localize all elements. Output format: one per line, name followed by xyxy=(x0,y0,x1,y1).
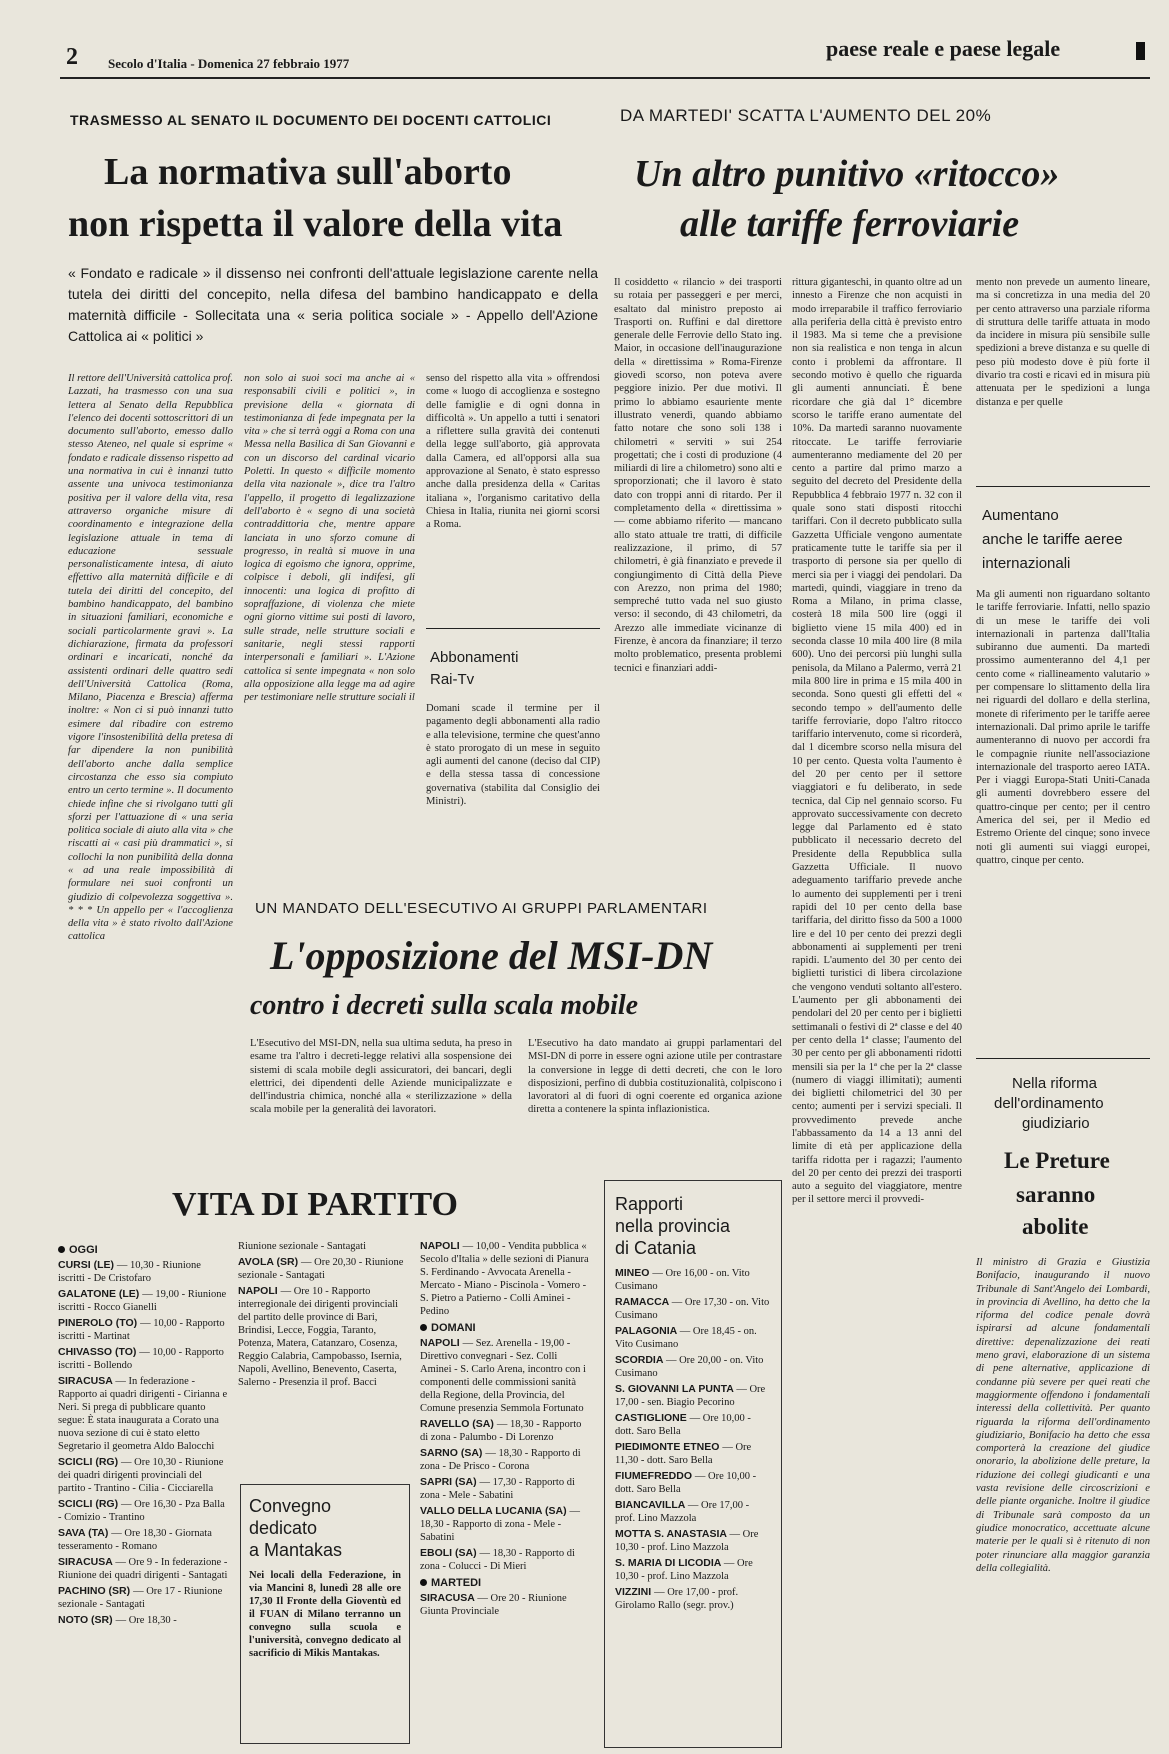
list-item-text: — 18,30 - Rapporto di zona - Mele - Sabatini xyxy=(420,1506,581,1543)
list-item-place: MOTTA S. ANASTASIA xyxy=(615,1528,730,1540)
list-item-place: S. GIOVANNI LA PUNTA xyxy=(615,1383,737,1395)
rai-text: Domani scade il termine per il pagamento degli abbonamenti alla radio e alla televisione, termine che quest'anno è stato prorogato di un mese in seguito agli aumenti del canone (deciso dal CIP) e della stessa tassa di concessione governativa (stabilita dal Consiglio dei Ministri). xyxy=(426,703,600,808)
list-item-text: — Ore 20,00 - on. Vito Cusimano xyxy=(615,1355,764,1379)
list-item-text: — 18,30 - Rapporto di zona - De Prisco - Corona xyxy=(420,1448,581,1472)
list-item-place: SIRACUSA xyxy=(58,1556,116,1568)
list-item xyxy=(420,1547,590,1573)
list-item-place: SAPRI (SA) xyxy=(420,1476,480,1488)
list-item xyxy=(615,1296,771,1322)
aerei-subtitle-1: Aumentano xyxy=(982,507,1059,524)
list-item-place: RAMACCA xyxy=(615,1296,672,1308)
article-ferrovie-kicker: DA MARTEDI' SCATTA L'AUMENTO DEL 20% xyxy=(620,106,992,125)
article-msi-col1: L'Esecutivo del MSI-DN, nella sua ultima seduta, ha preso in esame tra l'altro i decreti-legge relativi alla sospensione dei sistemi di scala mobile degli assicuratori, dei bancari, degli elettrici, dei dipendenti delle Aziende municipalizzate e dell'industria chimica, nonché alla « sterilizzazione » della scala mobile per la generalità dei lavoratori. xyxy=(250,1038,512,1116)
vita-col2-list xyxy=(238,1240,408,1389)
list-item-text: — Ore 18,30 - xyxy=(115,1615,177,1626)
list-item-place: EBOLI (SA) xyxy=(420,1547,480,1559)
list-item-place: CHIVASSO (TO) xyxy=(58,1346,140,1358)
list-item-text: — Ore 20,30 - Riunione sezionale - Santagati xyxy=(238,1257,404,1281)
list-item-text: — 18,30 - Rapporto di zona - Colucci - Di Mieri xyxy=(420,1548,575,1572)
list-item-place: S. MARIA DI LICODIA xyxy=(615,1557,724,1569)
section-marker xyxy=(1136,42,1145,60)
article-aborto-kicker: TRASMESSO AL SENATO IL DOCUMENTO DEI DOCENTI CATTOLICI xyxy=(70,112,552,128)
martedi-label-row xyxy=(420,1577,590,1589)
list-item xyxy=(615,1528,771,1554)
page-number: 2 xyxy=(66,44,78,70)
aerei-top-rule xyxy=(976,486,1150,487)
list-item-place: PACHINO (SR) xyxy=(58,1585,134,1597)
preture-title-3: abolite xyxy=(1022,1214,1089,1239)
list-item-text: — Ore 10,00 - dott. Saro Bella xyxy=(615,1413,751,1437)
domani-label: DOMANI xyxy=(431,1322,476,1334)
catania-box xyxy=(604,1180,782,1748)
list-item xyxy=(58,1614,228,1627)
list-item-text: — Ore 10,30 - prof. Lino Mazzola xyxy=(615,1529,759,1553)
oggi-list xyxy=(58,1259,228,1627)
vita-col3-list xyxy=(420,1240,590,1318)
rai-title-1: Abbonamenti xyxy=(430,649,519,666)
preture-kicker-3: giudiziario xyxy=(1022,1115,1090,1132)
list-item xyxy=(615,1267,771,1293)
list-item-place: CURSI (LE) xyxy=(58,1259,117,1271)
article-aborto-deck: « Fondato e radicale » il dissenso nei confronti dell'attuale legislazione carente nella tutela dei diritti del concepito, nella difesa del bambino handicappato e della maternità difficile - Sollecitata una « seria politica sociale » - Appello dell'Azione Cattolica ai « politici » xyxy=(68,265,598,344)
preture-kicker-2: dell'ordinamento xyxy=(994,1095,1104,1112)
list-item xyxy=(420,1505,590,1544)
catania-title-3: di Catania xyxy=(615,1238,697,1258)
convegno-title-3: a Mantakas xyxy=(249,1540,343,1560)
list-item xyxy=(420,1447,590,1473)
list-item-text: — Ore 18,30 - Giornata tesseramento - Romano xyxy=(58,1528,212,1552)
list-item-place: AVOLA (SR) xyxy=(238,1256,301,1268)
list-item-text: — Ore 9 - In federazione - Riunione dei quadri dirigenti - Santagati xyxy=(58,1557,228,1581)
list-item-text: — In federazione - Rapporto ai quadri dirigenti - Cirianna e Neri. Si prega di pubblicare quanto segue: È stata inaugurata a Corato una nuova sezione di cui è stato eletto Segretario il geometra Aldo Balocchi xyxy=(58,1376,228,1452)
list-item-text: — Ore 17 - Riunione sezionale - Santagati xyxy=(58,1586,223,1610)
list-item-place: NAPOLI xyxy=(238,1285,281,1297)
list-item xyxy=(58,1556,228,1582)
article-ferrovie-title-2: alle tariffe ferroviarie xyxy=(680,203,1020,245)
preture-title-2: saranno xyxy=(1016,1182,1096,1207)
list-item-text: — Ore 10,30 - Riunione dei quadri dirigenti provinciali del partito - Trantino - Cilia - Cicciarella xyxy=(58,1457,224,1494)
list-item-text: — Ore 16,00 - on. Vito Cusimano xyxy=(615,1268,750,1292)
list-item-text: — 19,00 - Riunione iscritti - Rocco Gianelli xyxy=(58,1289,227,1313)
list-item-place: VALLO DELLA LUCANIA (SA) xyxy=(420,1505,570,1517)
article-aborto-col3: senso del rispetto alla vita » offrendosi come « luogo di accoglienza e sostegno delle famiglie e di ogni donna in difficoltà ». Un appello a tutti i senatori a riflettere sulla gravità dei contenuti della legge sull'aborto, già approvata dalla Camera, ed all'opporsi alla sua approvazione al Senato, è stato espresso anche dalla presidenza della « Caritas italiana », l'organismo caritativo della Chiesa in Italia, riunita nei giorni scorsi a Roma. xyxy=(426,373,600,531)
list-item xyxy=(615,1470,771,1496)
list-item-text: — Ore 10,30 - prof. Lino Mazzola xyxy=(615,1558,753,1582)
rai-title-2: Rai-Tv xyxy=(430,671,475,688)
bullet-icon xyxy=(58,1246,65,1253)
list-item-place: RAVELLO (SA) xyxy=(420,1418,497,1430)
article-msi-title-1: L'opposizione del MSI-DN xyxy=(270,933,713,978)
list-item xyxy=(58,1585,228,1611)
list-item-text: — 17,30 - Rapporto di zona - Mele - Sabatini xyxy=(420,1477,575,1501)
convegno-box xyxy=(240,1484,410,1744)
list-item xyxy=(238,1240,408,1253)
list-item-text: — Ore 17,00 - prof. Girolamo Rallo (segr. prov.) xyxy=(615,1587,739,1611)
bullet-icon xyxy=(420,1579,427,1586)
list-item xyxy=(238,1285,408,1389)
vita-partito-title: VITA DI PARTITO xyxy=(172,1186,458,1223)
article-aborto-col2: non solo ai suoi soci ma anche ai « responsabili civili e politici », in previsione della « giornata di testimonianza di fede impegnata per la vita » che si terrà oggi a Roma con una Messa nella Basilica di San Giovanni e con un discorso del cardinal vicario Poletti. In questo « difficile momento della vita nazionale », dice tra l'altro l'appello, il progetto di legalizzazione dell'aborto è « segno di una società contraddittoria che, mentre appare lanciata in uno sforzo comune di progresso, in realtà si muove in una logica di egoismo che ignora, opprime, colpisce i deboli, gli indifesi, gli innocenti: una logica di profitto di sopraffazione, di violenza che miete ogni giorno vittime sui posti di lavoro, sulle strade, nelle strutture sociali e sanitarie, negli stessi rapporti interpersonali e familiari ». L'Azione cattolica si sente impegnata « non solo alla opposizione alla legge ma ad agire per testimoniare nelle strutture sociali il xyxy=(244,373,415,704)
list-item xyxy=(615,1586,771,1612)
list-item xyxy=(615,1354,771,1380)
list-item-place: SAVA (TA) xyxy=(58,1527,112,1539)
article-aborto-col1: Il rettore dell'Università cattolica prof. Lazzati, ha trasmesso con una sua lettera al Senato della Repubblica l'elenco dei docenti sottoscrittori di un documento sull'aborto, emesso dallo stesso Ateneo, nel quale si esprime « fondato e radicale dissenso rispetto ad una normativa in cui è innanzi tutto assente una univoca testimonianza positiva per il valore della vita, resa attraverso organiche misure di coordinamento e integrazione della legislazione attuale in tema di educazione sessuale personalisticamente intesa, di aiuto effettivo alla maternità difficile e di tutela dei diritti del concepito, del bambino handicappato, del bambino in situazioni familiari, economiche e sociali particolarmente gravi ». La dichiarazione, firmata da professori ordinari e incaricati, nonché da assistenti ordinari delle quattro sedi dell'Università Cattolica (Roma, Milano, Piacenza e Brescia) afferma inoltre: « Non ci si può innanzi tutto esimere dal ribadire con estremo vigore l'insostenibilità della pretesa di far dipendere la non punibilità dell'aborto anche dalla semplice circostanza che esso sia compiuto entro un certo termine ». Il documento chiede infine che si rivolgano tutti gli sforzi per l'attuazione di « una seria politica sociale di aiuto alla vita » che riscatti ai « casi più drammatici », si collochi la non punibilità della donna « ad una reale impossibilità di formulare nei suoi confronti un giudizio di colpevolezza soggettiva ». * * * Un appello per « l'accoglienza della vita » è stato rivolto dall'Azione cattolica xyxy=(68,373,233,943)
article-aborto-title-1: La normativa sull'aborto xyxy=(104,151,512,193)
list-item xyxy=(238,1256,408,1282)
list-item-text: — 10,00 - Vendita pubblica « Secolo d'Italia » delle sezioni di Pianura S. Ferdinando - Avvocata Arenella - Mercato - Miano - Piscinola - Vomero - S. Pietro a Patierno - Colli Aminei - Pedino xyxy=(420,1241,589,1317)
list-item xyxy=(615,1412,771,1438)
list-item xyxy=(615,1325,771,1351)
list-item xyxy=(58,1346,228,1372)
list-item-text: — Ore 16,30 - Pza Balla - Comizio - Trantino xyxy=(58,1499,225,1523)
list-item xyxy=(420,1240,590,1318)
list-item-place: VIZZINI xyxy=(615,1586,655,1598)
convegno-title-1: Convegno xyxy=(249,1496,332,1516)
list-item-place: NOTO (SR) xyxy=(58,1614,116,1626)
list-item xyxy=(58,1375,228,1453)
list-item-place: SCICLI (RG) xyxy=(58,1498,121,1510)
list-item-text: — Sez. Arenella - 19,00 - Direttivo convegnari - Sez. Colli Aminei - S. Carlo Arena, incontro con i componenti delle commissioni sanità della Regione, della Provincia, del Comune presenzia Semmola Fortunato xyxy=(420,1338,586,1414)
vita-col3 xyxy=(420,1240,590,1750)
preture-text: Il ministro di Grazia e Giustizia Bonifacio, inaugurando il nuovo Tribunale di Sant'Angelo dei Lombardi, in provincia di Avellino, ha detto che la riforma del codice penale dovrà ispirarsi ad alcune fondamentali direttive: depenalizzazione dei reati meno gravi, elaborazione di un sistema di pene alternative, applicazione di condanne più severe per quei reati che maggiormente offendono i fondamentali interessi della collettività. Per quanto riguarda la riforma dell'ordinamento giudiziario, Bonifacio ha detto che essa comporterà la creazione del giudice onorario, la abolizione delle preture, la riduzione dei collegi giudicanti e una vasta revisione delle circoscrizioni e delle piante organiche. Inoltre il giudice di Tribunale sarà composto da un giudice monocratico, accettuate alcune materie per le quali sì è ritenuto di non poter rinunciare alla maggior garanzia della collegialità. xyxy=(976,1257,1150,1574)
list-item-text: — Ore 17,30 - on. Vito Cusimano xyxy=(615,1297,770,1321)
list-item-place: CASTIGLIONE xyxy=(615,1412,690,1424)
list-item-place: SCORDIA xyxy=(615,1354,666,1366)
list-item-place: MINEO xyxy=(615,1267,653,1279)
list-item-text: — Ore 10,00 - dott. Saro Bella xyxy=(615,1471,757,1495)
list-item-place: FIUMEFREDDO xyxy=(615,1470,695,1482)
list-item-text: — Ore 11,30 - dott. Saro Bella xyxy=(615,1442,752,1466)
preture-title-1: Le Preture xyxy=(1004,1148,1110,1173)
list-item xyxy=(420,1476,590,1502)
list-item-text: — 10,00 - Rapporto iscritti - Bollendo xyxy=(58,1347,224,1371)
convegno-text: Nei locali della Federazione, in via Mancini 8, lunedì 28 alle ore 17,30 Il Fronte della Gioventù ed il FUAN di Milano terranno un convegno sulla scuola e l'università, convegno dedicato al sacrificio di Mikis Mantakas. xyxy=(249,1570,401,1659)
list-item-place: SIRACUSA xyxy=(420,1592,478,1604)
list-item xyxy=(615,1499,771,1525)
list-item-text: — 10,30 - Riunione iscritti - De Cristofaro xyxy=(58,1260,201,1284)
newspaper-dateline: Secolo d'Italia - Domenica 27 febbraio 1977 xyxy=(108,56,350,71)
list-item-place: NAPOLI xyxy=(420,1240,463,1252)
article-msi-col2: L'Esecutivo ha dato mandato ai gruppi parlamentari del MSI-DN di porre in essere ogni azione utile per contrastare la conversione in legge di detti decreti, che con le loro disposizioni, perfino di dubbia costituzionalità, colpiscono i lavoratori al di fuori di ogni coerente ed organica azione diretta a contenere la spinta inflazionistica. xyxy=(528,1038,782,1116)
list-item xyxy=(58,1259,228,1285)
aerei-subtitle-2: anche le tariffe aeree xyxy=(982,531,1123,548)
vita-col1 xyxy=(58,1240,228,1750)
article-msi-kicker: UN MANDATO DELL'ESECUTIVO AI GRUPPI PARLAMENTARI xyxy=(255,900,708,917)
list-item xyxy=(420,1337,590,1415)
list-item-text: Riunione sezionale - Santagati xyxy=(238,1241,367,1252)
list-item-text: — Ore 10 - Rapporto interregionale dei dirigenti provinciali del partito delle province di Bari, Brindisi, Lecce, Foggia, Taranto, Potenza, Matera, Catanzaro, Cosenza, Reggio Calabria, Campobasso, Isernia, Napoli, Avellino, Benevento, Caserta, Salerno - Presenzia il prof. Bacci xyxy=(238,1286,402,1388)
list-item xyxy=(58,1288,228,1314)
article-ferrovie-col3: mento non prevede un aumento lineare, ma si concretizza in una media del 20 per cento attraverso una parziale riforma di struttura delle tariffe attuata in modo da incidere in misura più sensibile sulle spedizioni a breve distanza e su quelle di peso più modesto dove è più forte il divario tra costi e ricavi ed in misura più attenuata per le spedizioni a lunga distanza e per quelle xyxy=(976,277,1150,408)
article-ferrovie-col2: rittura giganteschi, in quanto oltre ad un innesto a Firenze che non acquisti in modo irreparabile il traffico ferroviario alla periferia della città è previsto entro il 1983. Ma si teme che a previsione non sia realistica e non tenga in alcun conto i problemi da affrontare. Il secondo motivo è quello che riguarda gli aumenti annunciati. È bene ricordare che già dal 1° dicembre scorso le tariffe erano aumentate del 10%. Da martedì saranno nuovamente ritoccate. Le tariffe ferroviarie aumenteranno mediamente del 20 per cento a partire dal primo marzo a seguito del decreto del Presidente della Repubblica 4 febbraio 1977 n. 32 con il quale sono stati disposti ritocchi tariffari. Con il decreto pubblicato sulla Gazzetta Ufficiale vengono aumentate praticamente tutte le tariffe sia per il trasporto di persone sia per quello di merci sia per i viaggi dei pendolari. Da martedì, quindi, viaggiare in treno da Roma a Milano, in prima classe, costerà 18 mila 500 lire (oggi il biglietto viene 15 mila 400) ed in seconda classe 10 mila 400 lire (8 mila 600). Uno dei percorsi più lunghi sulla penisola, da Milano a Palermo, verrà 21 mila 800 lire in prima e 15 mila 400 in seconda. Sono questi gli effetti del « secondo tempo » dell'aumento delle tariffe ferroviarie, dopo l'altro ritocco tariffario intervenuto, come si ricorderà, dal 1 dicembre scorso nella misura del 10 per cento. Questa volta l'aumento è del 20 per cento per il settore viaggiatori e fu deliberato, in sede tecnica, dal Cip nel gennaio scorso. Fu approvato successivamente con decreto legge dal Parlamento ed è stato pubblicato il necessario decreto del Presidente della Repubblica sulla Gazzetta Ufficiale. Il nuovo adeguamento tariffario prevede anche lo aumento dei supplementi per i treni rapidi del 10 per cento della base tariffaria, del diritto fisso da 500 a 1000 lire e del 10 per cento dei prezzi degli abbonamenti ai supplementi per treni rapidi. L'aumento del 30 per cento dei biglietti turistici di libera circolazione che vengono venduti soltanto all'estero. L'aumento per gli abbonamenti dei pendolari del 20 per cento per i biglietti settimanali o festivi di 2ª classe e del 40 per cento della 1ª classe; l'aumento del 30 per cento per gli abbonamenti ridotti mensili sia per la 1ª che per la 2ª classe (numero di viaggi illimitati); aumenti dei biglietti chilometrici del 30 per cento; aumenti per i servizi speciali. Il provvedimento prevede anche l'abbassamento da 14 a 13 anni del limite di età per applicazione della tariffa ridotta per i ragazzi; l'aumento del 20 per cento dei prezzi dei trasporti auto a seguito del viaggiatore, mentre per il settore merci il provvedi- xyxy=(792,277,962,1206)
article-ferrovie-col1: Il cosiddetto « rilancio » dei trasporti su rotaia per passeggeri e per merci, esaltato dal ministro preposto ai Trasporti on. Ruffini e dal direttore generale delle Ferrovie dello Stato ing. Maior, in occasione dell'inaugurazione della « direttissima » Roma-Firenze giovedì scorso, non poteva avere peggiore inizio. Per due motivi. Il primo lo abbiamo esauriente mente illustrato venerdì, quando abbiamo fatto notare che sono soli 138 i chilometri « serviti » sui 254 progettati; che i costi di produzione (4 miliardi di lire a chilometro) sono alti e sproporzionati; che il lavoro è stato dato con troppi anni di ritardo. Per il completamento della « direttissima » — come abbiamo riferito — mancano allo stato attuale tre tratti, di difficile realizzazione, il primo, di 57 chilometri, è già finanziato e prevede il congiungimento di Città della Pieve con Arezzo, non prima del 1980; sempreché tutto vada nel suo giusto verso: il secondo, di 43 chilometri, da Arezzo alle immediate vicinanze di Firenze, è ancora da finanziare; il terzo molto problematico, presenta problemi tecnici e finanziari addi- xyxy=(614,277,782,674)
list-item-place: GALATONE (LE) xyxy=(58,1288,143,1300)
list-item-place: NAPOLI xyxy=(420,1337,463,1349)
list-item xyxy=(58,1527,228,1553)
article-ferrovie-title-1: Un altro punitivo «ritocco» xyxy=(634,153,1060,195)
convegno-title-2: dedicato xyxy=(249,1518,318,1538)
preture-top-rule xyxy=(976,1058,1150,1059)
list-item-text: — Ore 18,45 - on. Vito Cusimano xyxy=(615,1326,757,1350)
rai-box-top-rule xyxy=(426,628,600,629)
list-item-place: PINEROLO (TO) xyxy=(58,1317,141,1329)
catania-title-1: Rapporti xyxy=(615,1194,684,1214)
list-item-place: SARNO (SA) xyxy=(420,1447,486,1459)
oggi-label-row xyxy=(58,1244,228,1256)
martedi-label: MARTEDI xyxy=(431,1577,482,1589)
list-item-text: — 10,00 - Rapporto iscritti - Martinat xyxy=(58,1318,225,1342)
aerei-subtitle-3: internazionali xyxy=(982,555,1071,572)
list-item-place: SIRACUSA xyxy=(58,1375,116,1387)
martedi-list xyxy=(420,1592,590,1618)
masthead-rule xyxy=(60,77,1150,79)
list-item xyxy=(420,1592,590,1618)
domani-list xyxy=(420,1337,590,1573)
list-item-text: — Ore 17,00 - prof. Lino Mazzola xyxy=(615,1500,750,1524)
list-item xyxy=(615,1557,771,1583)
vita-col2 xyxy=(238,1240,408,1465)
domani-label-row xyxy=(420,1322,590,1334)
bullet-icon xyxy=(420,1324,427,1331)
list-item xyxy=(420,1418,590,1444)
catania-title-2: nella provincia xyxy=(615,1216,731,1236)
list-item xyxy=(615,1383,771,1409)
catania-list xyxy=(615,1267,771,1612)
list-item xyxy=(58,1456,228,1495)
list-item-place: BIANCAVILLA xyxy=(615,1499,688,1511)
list-item xyxy=(58,1498,228,1524)
oggi-label: OGGI xyxy=(69,1244,98,1256)
list-item-place: PIEDIMONTE ETNEO xyxy=(615,1441,723,1453)
preture-kicker-1: Nella riforma xyxy=(1012,1075,1098,1092)
article-msi-title-2: contro i decreti sulla scala mobile xyxy=(250,990,639,1021)
list-item-text: — Ore 20 - Riunione Giunta Provinciale xyxy=(420,1593,567,1617)
list-item-place: PALAGONIA xyxy=(615,1325,680,1337)
list-item xyxy=(58,1317,228,1343)
aerei-text: Ma gli aumenti non riguardano soltanto le tariffe ferroviarie. Infatti, nello spazio di un mese le tariffe dei voli internazionali in partenza dall'Italia subiranno due aumenti. Da martedì prossimo aumenteranno del 4,1 per cento come « riallineamento valutario » per compensare lo slittamento della lira nei riguardi del dollaro e della sterlina, monete di riferimento per le tariffe aeree internazionali. Dal primo aprile le tariffe aumenteranno di nuovo per accordi fra le compagnie riunite nell'associazione internazionale del trasporto aereo IATA. Per i viaggi Europa-Stati Uniti-Canada gli aumenti dovrebbero essere del quattro-cinque per cento; per il centro America del sei, per il Medio ed Estremo Oriente del cinque; sono invece noti gli aumenti sui viaggi europei, quattro, cinque per cento. xyxy=(976,589,1150,866)
list-item-text: — Ore 17,00 - sen. Biagio Pecorino xyxy=(615,1384,766,1408)
section-title: paese reale e paese legale xyxy=(826,36,1061,61)
list-item xyxy=(615,1441,771,1467)
list-item-text: — 18,30 - Rapporto di zona - Palumbo - Di Lorenzo xyxy=(420,1419,582,1443)
article-aborto-title-2: non rispetta il valore della vita xyxy=(68,203,563,245)
list-item-place: SCICLI (RG) xyxy=(58,1456,121,1468)
